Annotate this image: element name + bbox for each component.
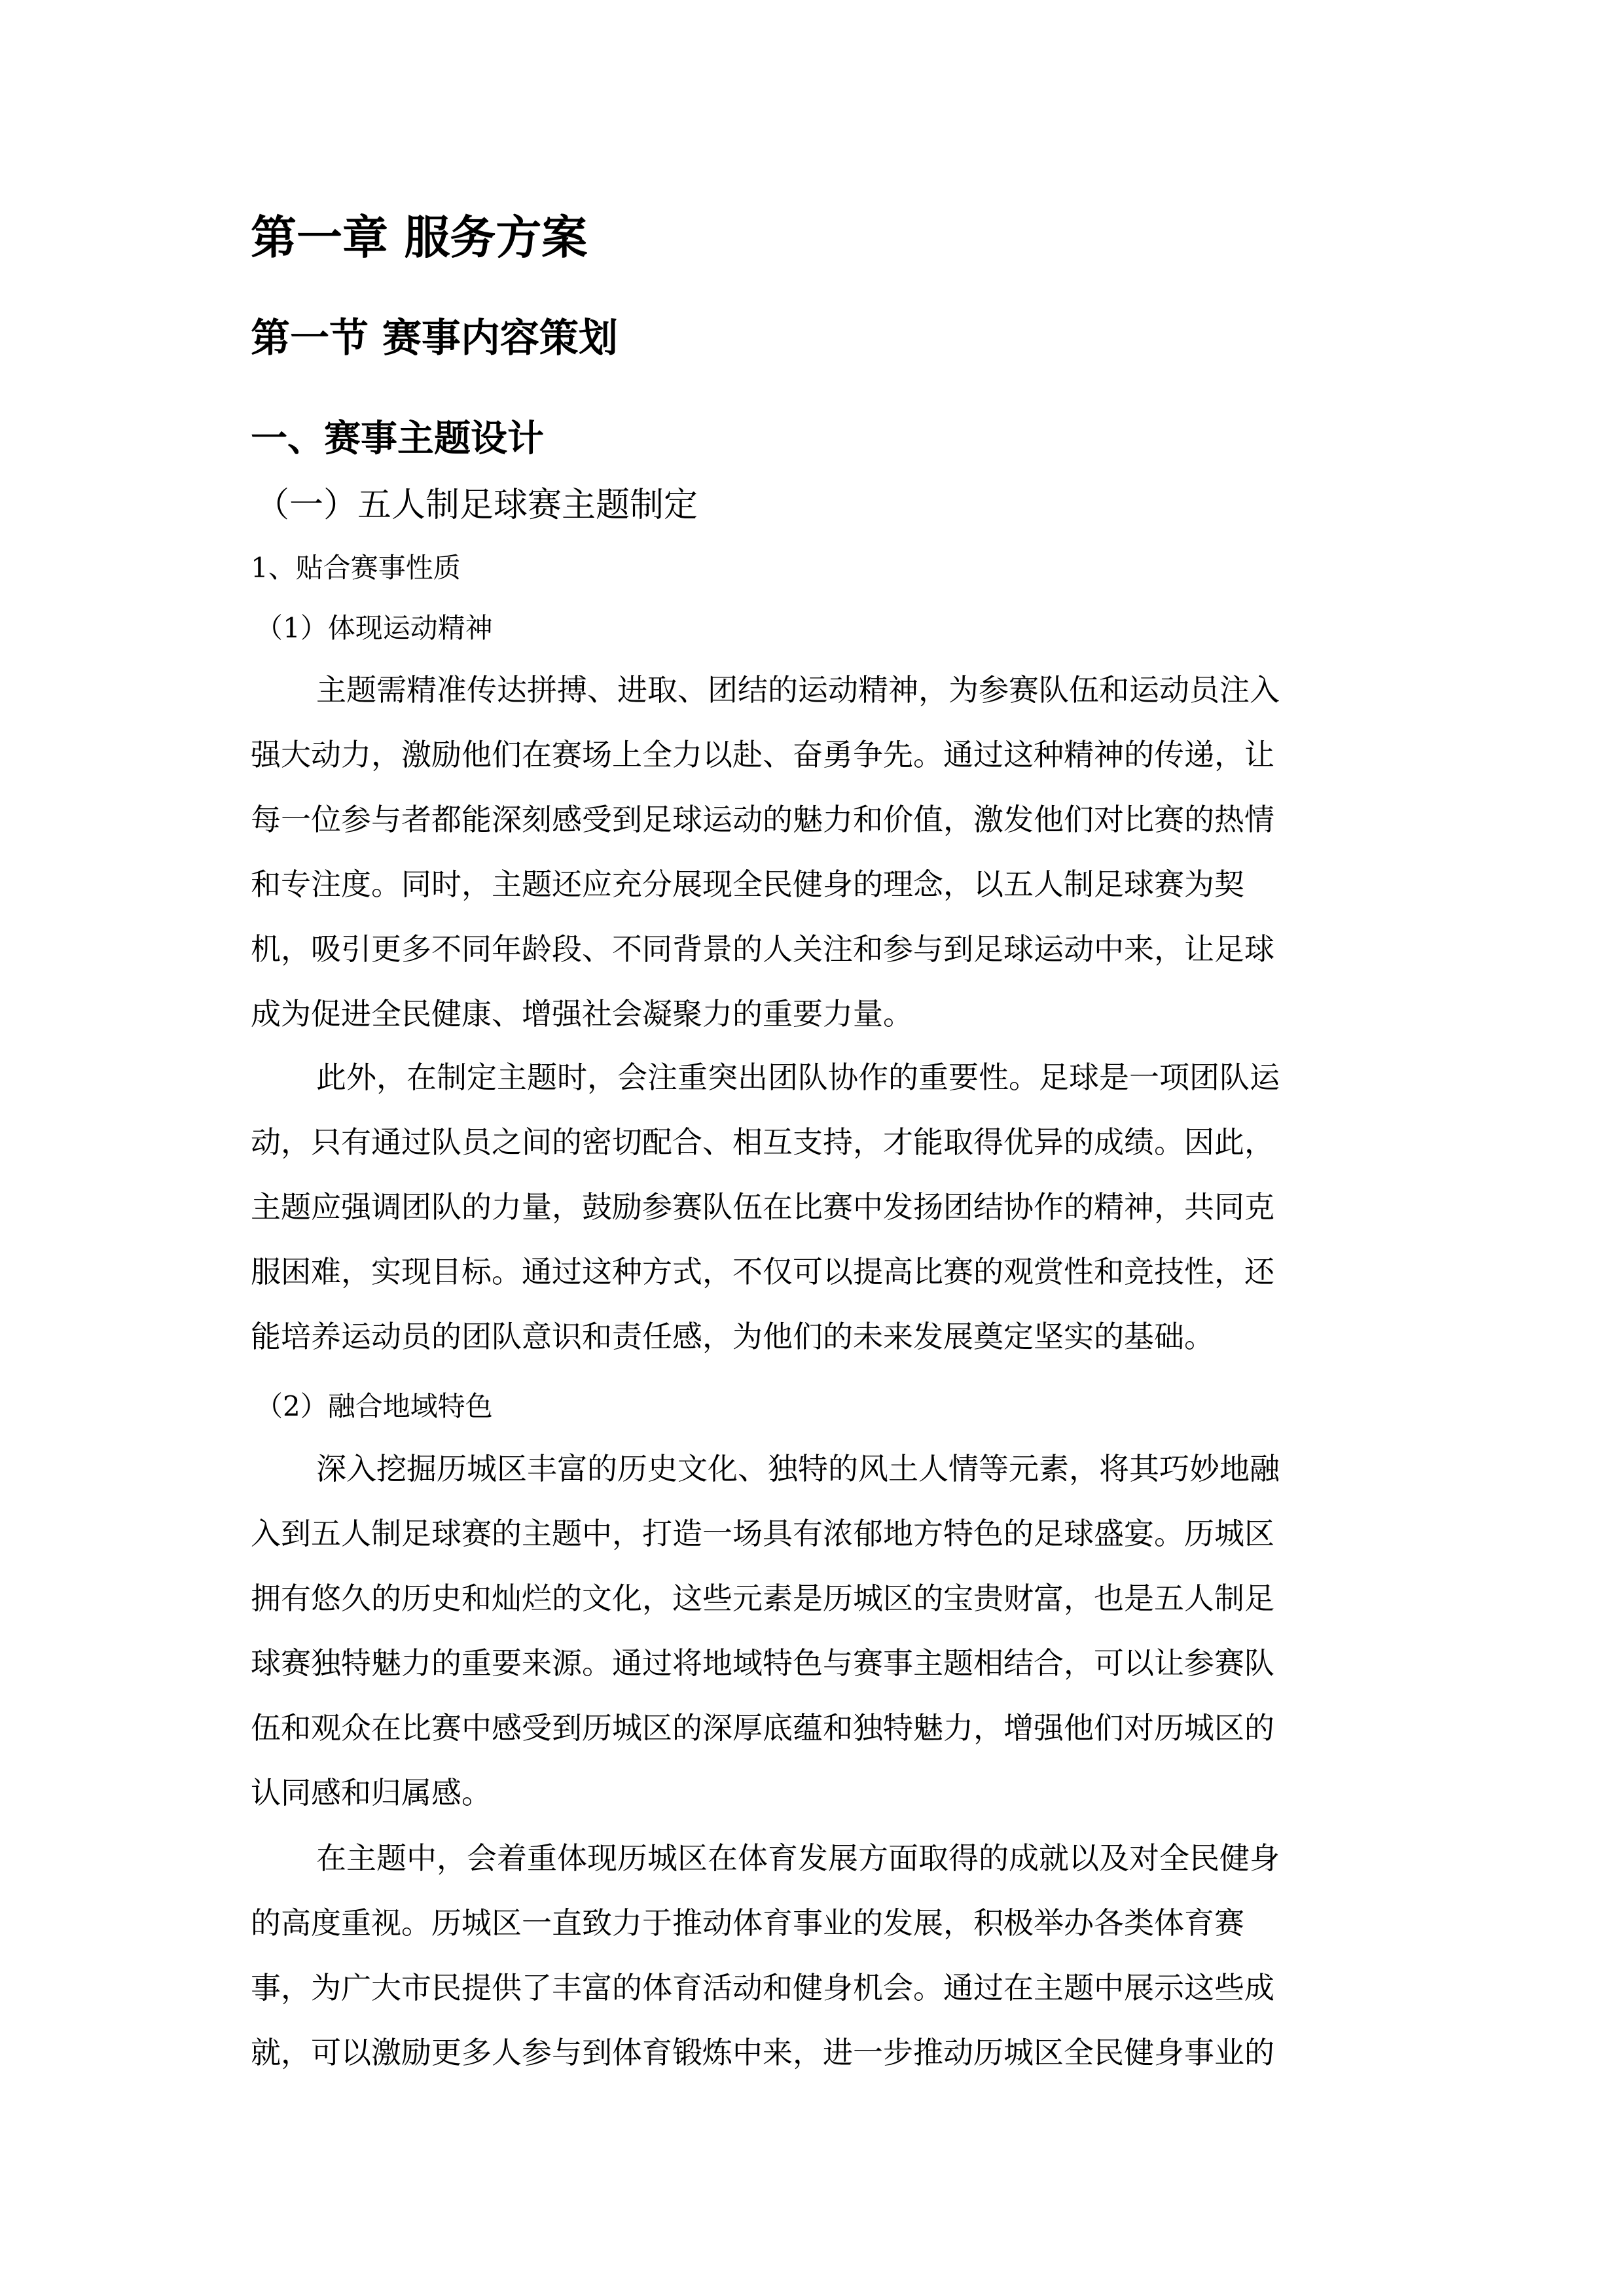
- paragraph-line: 主题需精准传达拼搏、进取、团结的运动精神，为参赛队伍和运动员注入: [316, 672, 1280, 708]
- subheading-futsal-theme: （一）五人制足球赛主题制定: [255, 486, 698, 525]
- paragraph-line: 强大动力，激励他们在赛场上全力以赴、奋勇争先。通过这种精神的传递，让: [251, 737, 1274, 772]
- paragraph-line: 就，可以激励更多人参与到体育锻炼中来，进一步推动历城区全民健身事业的: [251, 2035, 1274, 2070]
- paragraph-line: 认同感和归属感。: [251, 1775, 492, 1810]
- paragraph-line: 伍和观众在比赛中感受到历城区的深厚底蕴和独特魅力，增强他们对历城区的: [251, 1710, 1274, 1746]
- paragraph-line: 服困难，实现目标。通过这种方式，不仅可以提高比赛的观赏性和竞技性，还: [251, 1254, 1274, 1289]
- paragraph-4: [251, 1826, 1396, 2085]
- paragraph-line: 和专注度。同时，主题还应充分展现全民健身的理念，以五人制足球赛为契: [251, 867, 1244, 902]
- paragraph-2: [251, 1045, 1396, 1369]
- paragraph-line: 此外，在制定主题时，会注重突出团队协作的重要性。足球是一项团队运: [316, 1060, 1280, 1095]
- paragraph-line: 事，为广大市民提供了丰富的体育活动和健身机会。通过在主题中展示这些成: [251, 1970, 1274, 2005]
- point-sports-spirit: （1）体现运动精神: [255, 612, 493, 644]
- paragraph-line: 拥有悠久的历史和灿烂的文化，这些元素是历城区的宝贵财富，也是五人制足: [251, 1581, 1274, 1616]
- section-title: 第一节 赛事内容策划: [251, 315, 618, 361]
- paragraph-line: 在主题中，会着重体现历城区在体育发展方面取得的成就以及对全民健身: [316, 1840, 1280, 1876]
- paragraph-line: 机，吸引更多不同年龄段、不同背景的人关注和参与到足球运动中来，让足球: [251, 931, 1274, 967]
- heading-theme-design: 一、赛事主题设计: [251, 417, 544, 460]
- point-regional-features: （2）融合地域特色: [255, 1390, 493, 1422]
- paragraph-line: 主题应强调团队的力量，鼓励参赛队伍在比赛中发扬团结协作的精神，共同克: [251, 1189, 1274, 1225]
- paragraph-line: 每一位参与者都能深刻感受到足球运动的魅力和价值，激发他们对比赛的热情: [251, 802, 1274, 837]
- paragraph-line: 深入挖掘历城区丰富的历史文化、独特的风土人情等元素，将其巧妙地融: [316, 1451, 1280, 1486]
- item-match-nature: 1、贴合赛事性质: [251, 552, 461, 584]
- paragraph-line: 动，只有通过队员之间的密切配合、相互支持，才能取得优异的成绩。因此，: [251, 1124, 1274, 1160]
- paragraph-line: 成为促进全民健康、增强社会凝聚力的重要力量。: [251, 996, 913, 1031]
- paragraph-line: 能培养运动员的团队意识和责任感，为他们的未来发展奠定坚实的基础。: [251, 1319, 1214, 1354]
- paragraph-line: 入到五人制足球赛的主题中，打造一场具有浓郁地方特色的足球盛宴。历城区: [251, 1516, 1274, 1551]
- paragraph-line: 球赛独特魅力的重要来源。通过将地域特色与赛事主题相结合，可以让参赛队: [251, 1645, 1274, 1681]
- paragraph-3: [251, 1437, 1396, 1825]
- chapter-title: 第一章 服务方案: [251, 210, 588, 264]
- paragraph-line: 的高度重视。历城区一直致力于推动体育事业的发展，积极举办各类体育赛: [251, 1905, 1244, 1941]
- paragraph-1: [251, 658, 1396, 1047]
